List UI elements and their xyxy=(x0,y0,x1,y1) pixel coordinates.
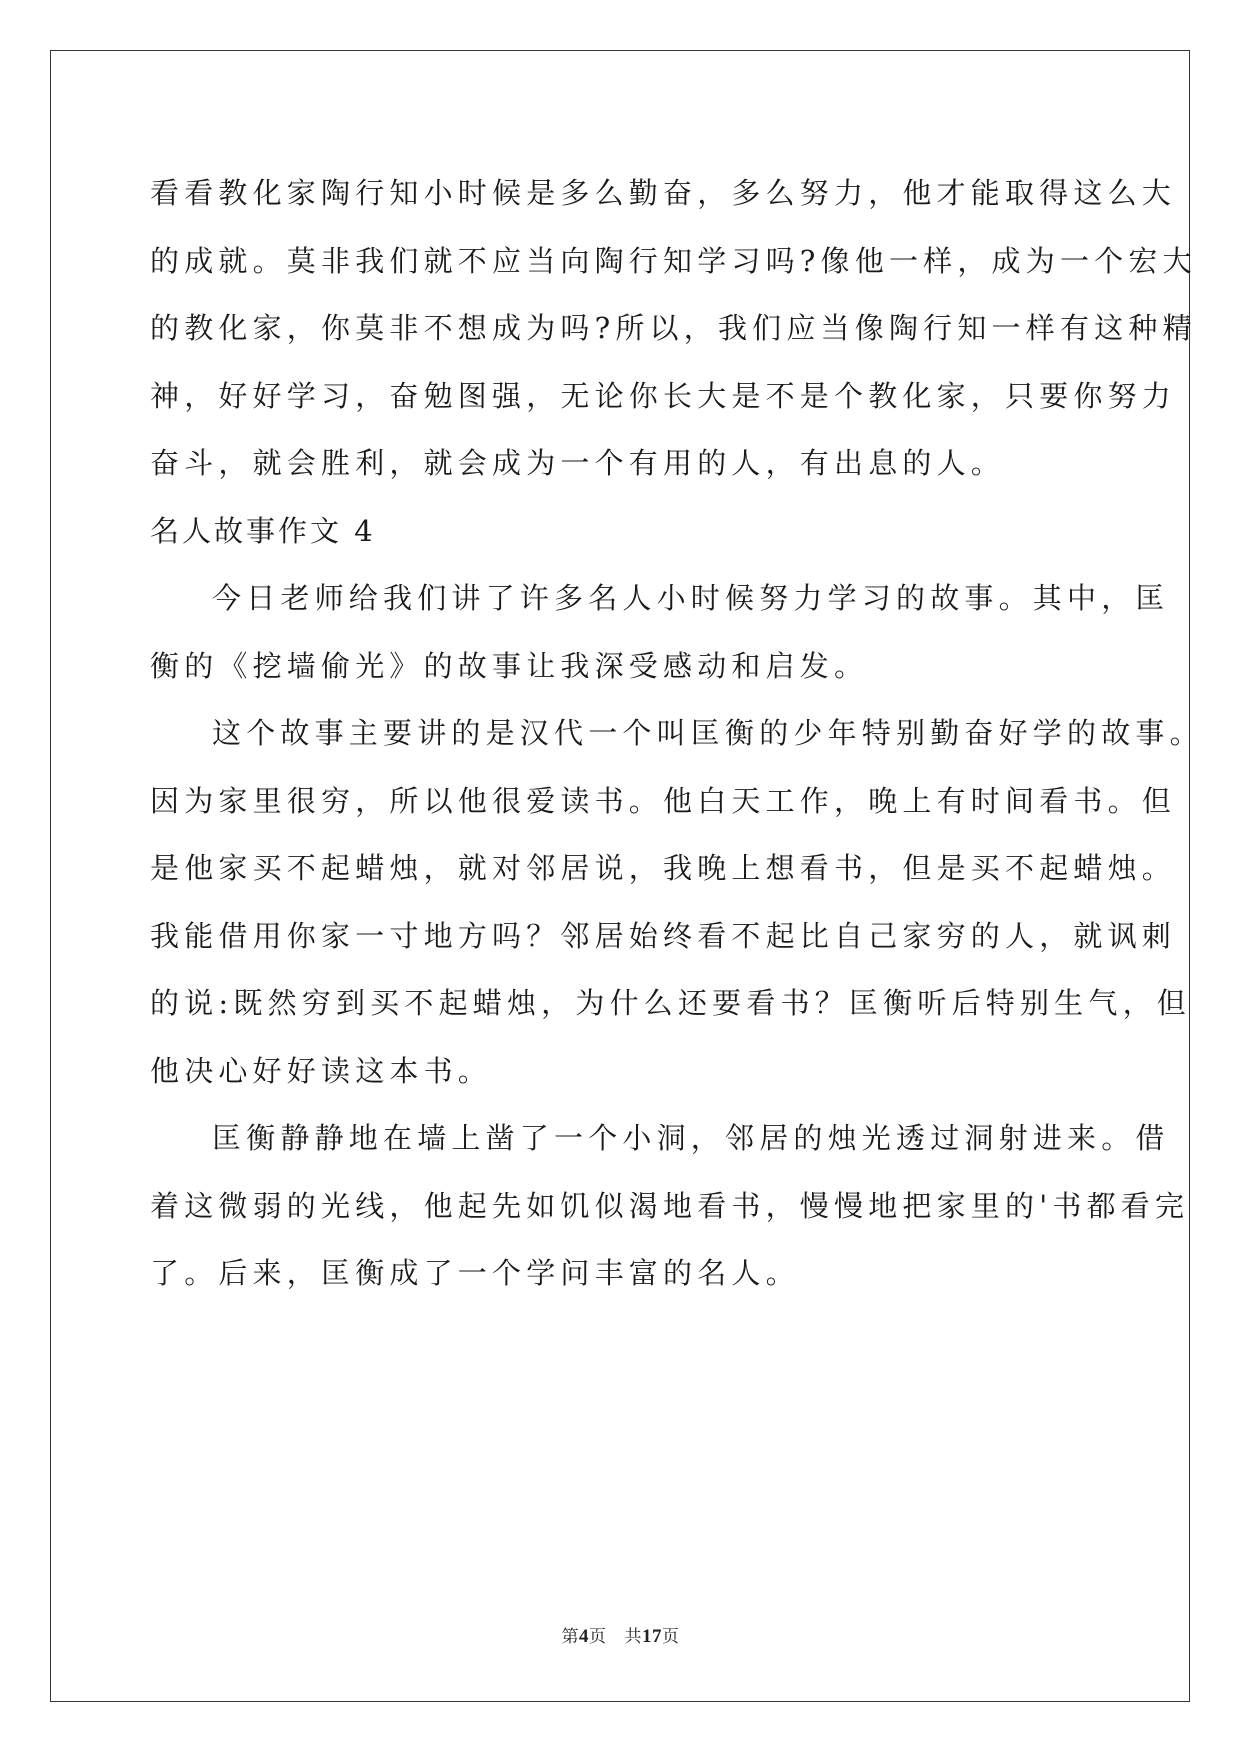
paragraph-line: 的成就。莫非我们就不应当向陶行知学习吗?像他一样，成为一个宏大 xyxy=(150,243,1197,278)
document-body xyxy=(150,160,1204,1308)
paragraph-line: 他决心好好读这本书。 xyxy=(150,1053,493,1088)
page-footer xyxy=(0,1627,1241,1647)
paragraph-line: 是他家买不起蜡烛，就对邻居说，我晚上想看书，但是买不起蜡烛。 xyxy=(150,851,1177,885)
paragraph-line: 我能借用你家一寸地方吗？邻居始终看不起比自己家穷的人，就讽刺 xyxy=(150,918,1177,953)
page-number: 4 xyxy=(579,1626,589,1647)
total-suffix: 页 xyxy=(662,1627,680,1647)
paragraph-line: 这个故事主要讲的是汉代一个叫匡衡的少年特别勤奋好学的故事。 xyxy=(212,716,1204,750)
total-prefix: 共 xyxy=(624,1627,642,1647)
section-heading: 名人故事作文 4 xyxy=(150,513,376,548)
paragraph-line: 神，好好学习，奋勉图强，无论你长大是不是个教化家，只要你努力 xyxy=(150,378,1177,413)
paragraph-line: 的教化家，你莫非不想成为吗?所以，我们应当像陶行知一样有这种精 xyxy=(150,311,1197,345)
paragraph-line: 因为家里很穷，所以他很爱读书。他白天工作，晚上有时间看书。但 xyxy=(150,783,1177,818)
paragraph-line: 今日老师给我们讲了许多名人小时候努力学习的故事。其中，匡 xyxy=(212,581,1170,615)
paragraph-line: 着这微弱的光线，他起先如饥似渴地看书，慢慢地把家里的'书都看完 xyxy=(150,1188,1190,1223)
paragraph-line: 的说:既然穷到买不起蜡烛，为什么还要看书？匡衡听后特别生气，但 xyxy=(150,986,1191,1020)
page-prefix: 第 xyxy=(561,1627,579,1647)
page-suffix: 页 xyxy=(589,1627,607,1647)
paragraph-line: 匡衡静静地在墙上凿了一个小洞，邻居的烛光透过洞射进来。借 xyxy=(212,1121,1170,1155)
paragraph-line: 了。后来，匡衡成了一个学问丰富的名人。 xyxy=(150,1256,800,1290)
paragraph-line: 奋斗，就会胜利，就会成为一个有用的人，有出息的人。 xyxy=(150,446,1006,480)
paragraph-line: 衡的《挖墙偷光》的故事让我深受感动和启发。 xyxy=(150,648,869,683)
total-pages: 17 xyxy=(642,1626,662,1647)
paragraph-line: 看看教化家陶行知小时候是多么勤奋，多么努力，他才能取得这么大 xyxy=(150,176,1177,210)
